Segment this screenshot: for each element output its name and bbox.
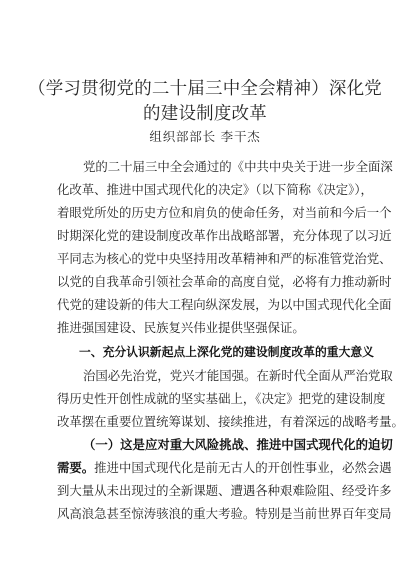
paragraph-line: 以党的自我革命引领社会革命的高度自觉，必将有力推动新时 [57,274,392,289]
subsection-heading-tail: 需要。 [57,460,95,475]
paragraph-line: 推进强国建设、民族复兴伟业提供坚强保证。 [57,320,305,335]
document-title-line-1: （学习贯彻党的二十届三中全会精神）深化党 [28,79,382,99]
paragraph-line: 平同志为核心的党中央坚持用改革精神和严的标准管党治党、 [57,251,392,266]
paragraph-line: 改革摆在重要位置统筹谋划、接续推进，有着深远的战略考量。 [57,414,404,429]
section-heading: 一、充分认识新起点上深化党的建设制度改革的重大意义 [79,345,374,359]
paragraph-line: 代党的建设新的伟大工程向纵深发展，为以中国式现代化全面 [57,297,392,312]
paragraph-line: 着眼党所处的历史方位和肩负的使命任务，对当前和今后一个 [57,205,392,220]
paragraph-line: 党的二十届三中全会通过的《中共中央关于进一步全面深 [83,159,393,174]
paragraph-text: 推进中国式现代化是前无古人的开创性事业，必然会遇 [94,460,392,475]
paragraph-line: 治国必先治党，党兴才能国强。在新时代全面从严治党取 [83,368,393,383]
document-title-line-2: 的建设制度改革 [143,104,267,124]
paragraph-line: 时期深化党的建设制度改革作出战略部署，充分体现了以习近 [57,228,392,243]
paragraph-line: 风高浪急甚至惊涛骇浪的重大考验。特别是当前世界百年变局 [57,506,392,521]
subsection-heading-continued [57,460,392,476]
paragraph-line: 得历史性开创性成就的坚实基础上，《决定》把党的建设制度 [57,391,386,406]
subsection-heading: （一）这是应对重大风险挑战、推进中国式现代化的迫切 [83,437,393,452]
author-byline: 组织部部长 李干杰 [149,129,261,144]
paragraph-line: 到大量从未出现过的全新课题、遭遇各种艰难险阻、经受许多 [57,483,392,498]
paragraph-line: 化改革、推进中国式现代化的决定》（以下简称《决定》）， [57,182,373,197]
